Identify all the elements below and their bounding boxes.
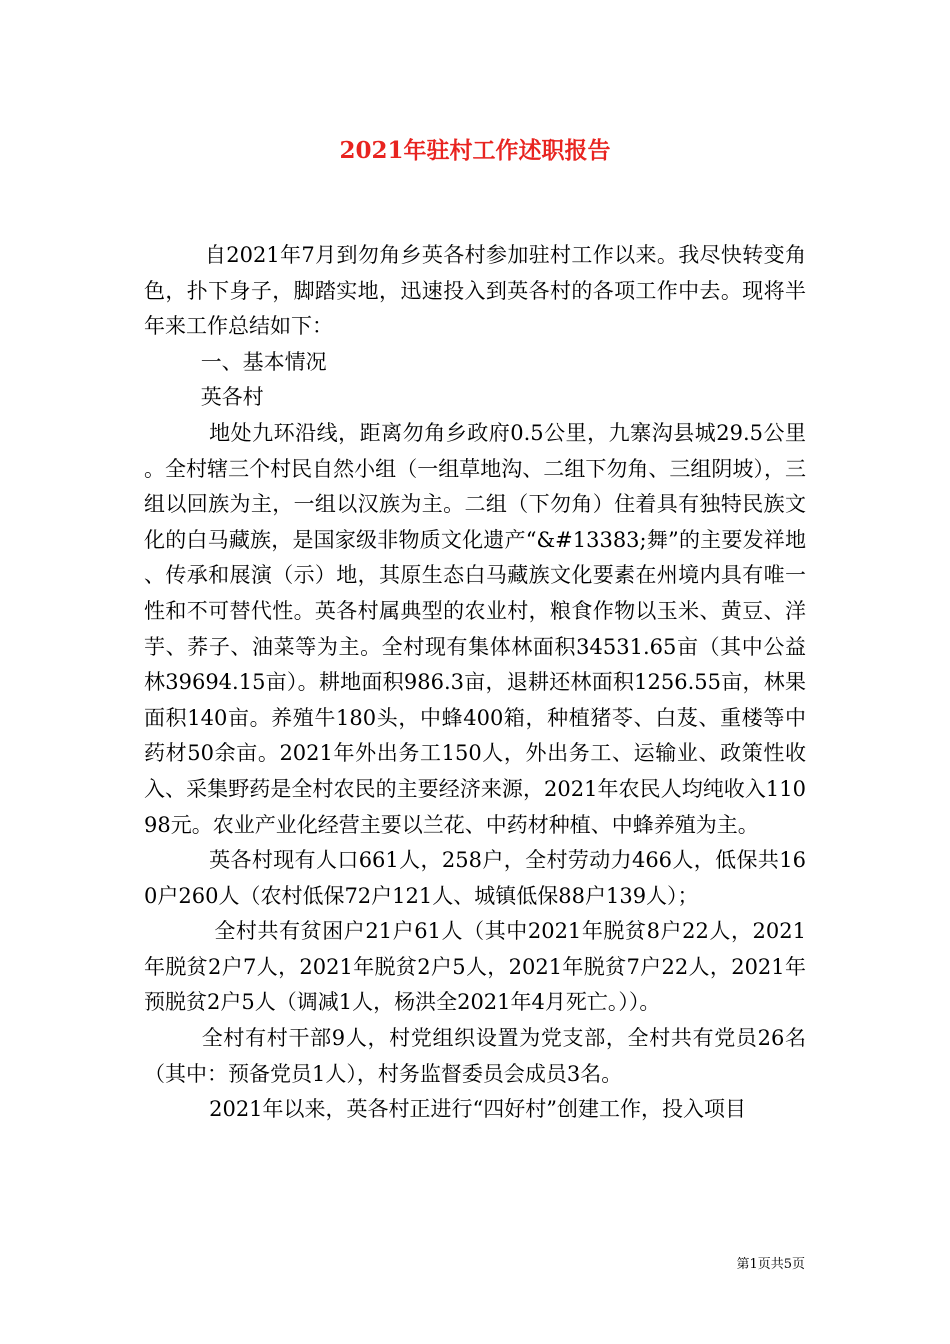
document-body [144,238,806,1128]
section-heading-basic-info: 一、基本情况 [200,349,327,374]
paragraph-intro: 自2021年7月到勿角乡英各村参加驻村工作以来。我尽快转变角色，扑下身子，脚踏实地，迅速投入到英各村的各项工作中去。现将半年来工作总结如下： [144,243,806,339]
paragraph-village-overview: 地处九环沿线，距离勿角乡政府0.5公里，九寨沟县城29.5公里。全村辖三个村民自然小组（一组草地沟、二组下勿角、三组阴坡），三组以回族为主，一组以汉族为主。二组（下勿角）住着具有独特民族文化的白马藏族，是国家级非物质文化遗产“&#13383;舞”的主要发祥地、传承和展演（示）地，其原生态白马藏族文化要素在州境内具有唯一性和不可替代性。英各村属典型的农业村，粮食作物以玉米、黄豆、洋芋、荞子、油菜等为主。全村现有集体林面积34531.65亩（其中公益林39694.15亩）。耕地面积986.3亩，退耕还林面积1256.55亩，林果面积140亩。养殖牛180头，中蜂400箱，种植猪苓、白芨、重楼等中药材50余亩。2021年外出务工150人，外出务工、运输业、政策性收入、采集野药是全村农民的主要经济来源，2021年农民人均纯收入11098元。农业产业化经营主要以兰花、中药材种植、中蜂养殖为主。 [144,420,806,837]
paragraph-party: 全村有村干部9人，村党组织设置为党支部，全村共有党员26名（其中：预备党员1人），村务监督委员会成员3名。 [144,1026,806,1086]
paragraph-population: 英各村现有人口661人，258户，全村劳动力466人，低保共160户260人（农村低保72户121人、城镇低保88户139人）； [144,848,806,908]
document-title: 2021年驻村工作述职报告 [339,137,611,164]
page-number: 第1页共5页 [736,1257,805,1272]
paragraph-village-name: 英各村 [200,385,264,410]
paragraph-projects: 2021年以来，英各村正进行“四好村”创建工作，投入项目 [209,1097,747,1122]
paragraph-poverty: 全村共有贫困户21户61人（其中2021年脱贫8户22人，2021年脱贫2户7人，2021年脱贫2户5人，2021年脱贫7户22人，2021年预脱贫2户5人（调减1人，杨洪全2021年4月死亡。））。 [144,919,806,1015]
